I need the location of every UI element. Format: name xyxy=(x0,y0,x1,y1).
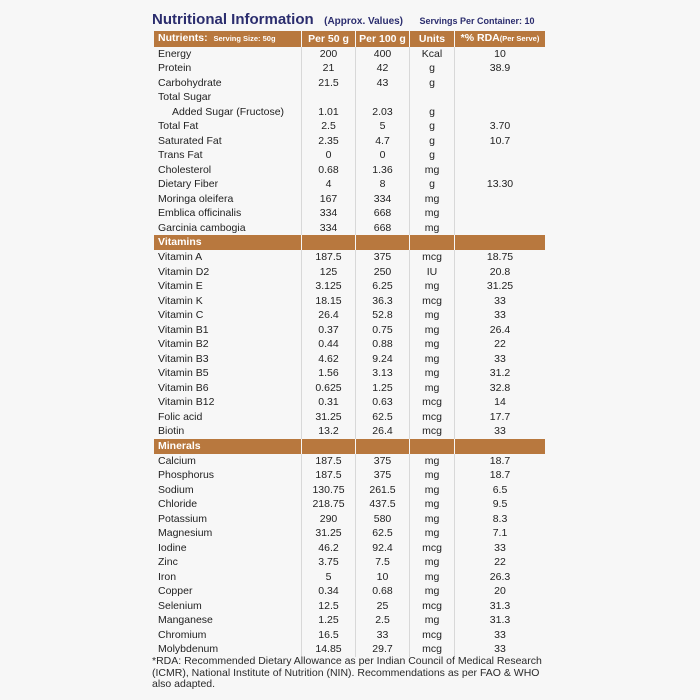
table-row xyxy=(154,628,545,643)
cell-unit: mcg xyxy=(410,250,455,265)
cell-unit xyxy=(410,90,455,105)
table-row xyxy=(154,584,545,599)
cell-per100: 62.5 xyxy=(356,526,410,541)
cell-rda: 8.3 xyxy=(455,512,546,527)
cell-rda: 26.3 xyxy=(455,570,546,585)
cell-rda: 18.75 xyxy=(455,250,546,265)
cell-per50: 16.5 xyxy=(302,628,356,643)
cell-name: Copper xyxy=(158,585,193,597)
cell-name: Magnesium xyxy=(158,527,213,539)
section-cell xyxy=(356,439,410,454)
cell-unit: mcg xyxy=(410,541,455,556)
cell-unit: mg xyxy=(410,308,455,323)
cell-rda: 32.8 xyxy=(455,381,546,396)
cell-name: Vitamin B3 xyxy=(158,352,209,365)
cell-rda: 3.70 xyxy=(455,119,546,134)
table-row xyxy=(154,395,545,410)
cell-per50: 125 xyxy=(302,265,356,280)
cell-per50: 334 xyxy=(302,206,356,221)
cell-per100: 0.63 xyxy=(356,395,410,410)
cell-name: Saturated Fat xyxy=(158,134,222,147)
cell-name: Energy xyxy=(158,47,192,60)
cell-rda: 6.5 xyxy=(455,483,546,498)
table-row xyxy=(154,47,545,62)
table-row xyxy=(154,265,545,280)
table-row xyxy=(154,76,545,91)
servings-per-container: Servings Per Container: 10 xyxy=(419,16,535,26)
table-row xyxy=(154,541,545,556)
table-row xyxy=(154,134,545,149)
cell-per100: 2.5 xyxy=(356,613,410,628)
cell-unit: mcg xyxy=(410,410,455,425)
cell-per100: 9.24 xyxy=(356,352,410,367)
rda-label: *% RDA xyxy=(460,32,500,44)
cell-unit: mcg xyxy=(410,294,455,309)
cell-rda: 10.7 xyxy=(455,134,546,149)
cell-unit: mg xyxy=(410,381,455,396)
cell-name: Biotin xyxy=(158,425,185,437)
cell-rda: 10 xyxy=(455,47,546,62)
table-row xyxy=(154,454,545,469)
table-row xyxy=(154,337,545,352)
cell-name: Molybdenum xyxy=(158,643,219,655)
cell-per50: 0.37 xyxy=(302,323,356,338)
approx-values-note: (Approx. Values) xyxy=(324,16,404,27)
serving-size-label: Serving Size: 50g xyxy=(213,34,276,43)
cell-name: Trans Fat xyxy=(158,149,203,161)
minerals-section-header xyxy=(154,439,545,454)
cell-name: Vitamin A xyxy=(158,251,203,263)
cell-per100: 375 xyxy=(356,468,410,483)
cell-per50: 31.25 xyxy=(302,410,356,425)
table-row xyxy=(154,468,545,483)
cell-rda: 33 xyxy=(455,642,546,657)
cell-per50: 1.01 xyxy=(302,105,356,120)
cell-unit: mcg xyxy=(410,642,455,657)
cell-per100: 43 xyxy=(356,76,410,91)
per-50g-header: Per 50 g xyxy=(302,31,356,47)
cell-per100: 29.7 xyxy=(356,642,410,657)
cell-name: Protein xyxy=(158,62,192,74)
cell-per100: 62.5 xyxy=(356,410,410,425)
nutrients-label: Nutrients: xyxy=(158,32,208,44)
section-cell xyxy=(302,235,356,250)
cell-per50: 0.625 xyxy=(302,381,356,396)
cell-rda xyxy=(455,163,546,178)
table-row xyxy=(154,61,545,76)
table-row xyxy=(154,250,545,265)
cell-rda: 7.1 xyxy=(455,526,546,541)
cell-rda xyxy=(455,221,546,236)
cell-name: Sodium xyxy=(158,483,194,496)
cell-unit: mg xyxy=(410,512,455,527)
cell-unit: mg xyxy=(410,279,455,294)
table-row xyxy=(154,148,545,163)
table-row xyxy=(154,366,545,381)
rda-per-serve-label: (Per Serve) xyxy=(499,34,540,43)
cell-rda: 33 xyxy=(455,541,546,556)
rda-header xyxy=(455,31,546,47)
cell-unit: mg xyxy=(410,555,455,570)
cell-rda: 20.8 xyxy=(455,265,546,280)
cell-unit: mg xyxy=(410,192,455,207)
section-cell xyxy=(455,439,546,454)
cell-name: Moringa oleifera xyxy=(158,192,234,205)
cell-rda: 14 xyxy=(455,395,546,410)
cell-per50: 13.2 xyxy=(302,424,356,439)
section-label: Minerals xyxy=(154,439,302,454)
table-row xyxy=(154,497,545,512)
cell-per100: 5 xyxy=(356,119,410,134)
table-row xyxy=(154,279,545,294)
cell-name: Iodine xyxy=(158,541,187,554)
cell-per50: 31.25 xyxy=(302,526,356,541)
table-row xyxy=(154,308,545,323)
cell-rda: 13.30 xyxy=(455,177,546,192)
cell-name: Vitamin B12 xyxy=(158,396,215,408)
cell-per50: 334 xyxy=(302,221,356,236)
table-row xyxy=(154,526,545,541)
cell-per100: 8 xyxy=(356,177,410,192)
cell-per100: 1.36 xyxy=(356,163,410,178)
cell-per100: 26.4 xyxy=(356,424,410,439)
cell-per100: 0.88 xyxy=(356,337,410,352)
cell-rda xyxy=(455,148,546,163)
cell-rda: 20 xyxy=(455,584,546,599)
cell-per50: 4.62 xyxy=(302,352,356,367)
table-row xyxy=(154,177,545,192)
cell-per50: 0 xyxy=(302,148,356,163)
cell-per50: 218.75 xyxy=(302,497,356,512)
table-row xyxy=(154,613,545,628)
cell-unit: mg xyxy=(410,352,455,367)
cell-unit: g xyxy=(410,76,455,91)
cell-rda: 31.3 xyxy=(455,599,546,614)
nutrients-header xyxy=(154,31,302,47)
cell-per50: 0.34 xyxy=(302,584,356,599)
table-row xyxy=(154,512,545,527)
cell-unit: mg xyxy=(410,323,455,338)
cell-rda: 17.7 xyxy=(455,410,546,425)
per-100g-header: Per 100 g xyxy=(356,31,410,47)
cell-per100: 25 xyxy=(356,599,410,614)
cell-per50: 12.5 xyxy=(302,599,356,614)
cell-per50: 21 xyxy=(302,61,356,76)
cell-per50: 0.44 xyxy=(302,337,356,352)
cell-per50: 200 xyxy=(302,47,356,62)
cell-unit: mg xyxy=(410,337,455,352)
table-row xyxy=(154,410,545,425)
cell-per100: 2.03 xyxy=(356,105,410,120)
table-row xyxy=(154,221,545,236)
table-row xyxy=(154,570,545,585)
cell-rda: 33 xyxy=(455,308,546,323)
table-row xyxy=(154,555,545,570)
table-row xyxy=(154,381,545,396)
cell-per50: 2.35 xyxy=(302,134,356,149)
cell-per100: 375 xyxy=(356,250,410,265)
cell-per50: 187.5 xyxy=(302,250,356,265)
cell-rda: 22 xyxy=(455,555,546,570)
cell-rda: 31.25 xyxy=(455,279,546,294)
table-header-row xyxy=(154,31,545,47)
cell-unit: mg xyxy=(410,526,455,541)
page-title: Nutritional Information xyxy=(152,11,314,28)
table-row xyxy=(154,424,545,439)
cell-per100: 52.8 xyxy=(356,308,410,323)
cell-per100: 33 xyxy=(356,628,410,643)
cell-rda: 31.3 xyxy=(455,613,546,628)
cell-name: Vitamin B1 xyxy=(158,323,209,336)
cell-name: Vitamin B2 xyxy=(158,338,209,350)
cell-rda: 33 xyxy=(455,294,546,309)
units-header: Units xyxy=(410,31,455,47)
section-label: Vitamins xyxy=(154,235,302,250)
cell-unit: g xyxy=(410,61,455,76)
cell-per50: 0.68 xyxy=(302,163,356,178)
cell-per100: 400 xyxy=(356,47,410,62)
cell-per50: 187.5 xyxy=(302,468,356,483)
cell-name: Iron xyxy=(158,570,177,583)
cell-per50: 1.56 xyxy=(302,366,356,381)
cell-unit: mg xyxy=(410,468,455,483)
cell-name: Total Fat xyxy=(158,120,199,132)
cell-name: Phosphorus xyxy=(158,469,215,481)
cell-per100: 0.68 xyxy=(356,584,410,599)
cell-per100: 10 xyxy=(356,570,410,585)
section-cell xyxy=(302,439,356,454)
cell-per50: 167 xyxy=(302,192,356,207)
cell-unit: mcg xyxy=(410,599,455,614)
cell-per100: 3.13 xyxy=(356,366,410,381)
cell-rda: 9.5 xyxy=(455,497,546,512)
table-row xyxy=(154,163,545,178)
cell-per50: 14.85 xyxy=(302,642,356,657)
cell-unit: g xyxy=(410,105,455,120)
cell-per100 xyxy=(356,90,410,105)
cell-rda: 18.7 xyxy=(455,468,546,483)
cell-unit: mcg xyxy=(410,395,455,410)
cell-name: Potassium xyxy=(158,512,208,525)
nutrition-table xyxy=(154,31,545,657)
cell-name: Vitamin B5 xyxy=(158,367,209,379)
cell-name: Garcinia cambogia xyxy=(158,221,246,234)
cell-per50: 46.2 xyxy=(302,541,356,556)
cell-name: Emblica officinalis xyxy=(158,207,242,219)
section-cell xyxy=(356,235,410,250)
cell-name: Calcium xyxy=(158,454,196,467)
vitamins-section-header xyxy=(154,235,545,250)
cell-unit: mcg xyxy=(410,628,455,643)
table-row xyxy=(154,105,545,120)
table-row xyxy=(154,119,545,134)
cell-per50: 18.15 xyxy=(302,294,356,309)
cell-per50: 3.75 xyxy=(302,555,356,570)
cell-per50: 1.25 xyxy=(302,613,356,628)
cell-unit: mg xyxy=(410,613,455,628)
cell-name: Vitamin K xyxy=(158,294,203,307)
cell-name: Dietary Fiber xyxy=(158,178,219,190)
table-row xyxy=(154,352,545,367)
cell-name: Chromium xyxy=(158,628,207,641)
table-row xyxy=(154,90,545,105)
cell-unit: mg xyxy=(410,221,455,236)
cell-rda: 26.4 xyxy=(455,323,546,338)
cell-per100: 6.25 xyxy=(356,279,410,294)
cell-unit: mg xyxy=(410,454,455,469)
cell-per100: 0.75 xyxy=(356,323,410,338)
cell-per50: 21.5 xyxy=(302,76,356,91)
cell-per100: 0 xyxy=(356,148,410,163)
cell-name: Vitamin E xyxy=(158,280,203,292)
cell-unit: mg xyxy=(410,366,455,381)
cell-rda: 33 xyxy=(455,424,546,439)
cell-rda: 18.7 xyxy=(455,454,546,469)
cell-name: Total Sugar xyxy=(158,91,212,103)
cell-per100: 4.7 xyxy=(356,134,410,149)
cell-rda: 33 xyxy=(455,352,546,367)
cell-per50: 5 xyxy=(302,570,356,585)
cell-per100: 668 xyxy=(356,221,410,236)
cell-per100: 1.25 xyxy=(356,381,410,396)
cell-name: Folic acid xyxy=(158,410,203,423)
cell-per100: 36.3 xyxy=(356,294,410,309)
cell-per50: 2.5 xyxy=(302,119,356,134)
cell-per50: 4 xyxy=(302,177,356,192)
rda-footnote: *RDA: Recommended Dietary Allowance as per Indian Council of Medical Research (ICMR), National Institute of Nutrition (NIN). Recommendations as per FAO & WHO also adapted. xyxy=(152,655,542,690)
cell-per50: 3.125 xyxy=(302,279,356,294)
cell-unit: g xyxy=(410,134,455,149)
cell-per50: 290 xyxy=(302,512,356,527)
table-row xyxy=(154,294,545,309)
cell-name: Added Sugar (Fructose) xyxy=(172,105,285,118)
cell-unit: mg xyxy=(410,570,455,585)
cell-per50: 0.31 xyxy=(302,395,356,410)
cell-per100: 668 xyxy=(356,206,410,221)
cell-per50 xyxy=(302,90,356,105)
header xyxy=(152,11,535,29)
cell-rda xyxy=(455,192,546,207)
cell-per100: 250 xyxy=(356,265,410,280)
cell-name: Manganese xyxy=(158,614,213,626)
cell-name: Carbohydrate xyxy=(158,76,222,89)
cell-per100: 261.5 xyxy=(356,483,410,498)
cell-rda: 33 xyxy=(455,628,546,643)
cell-unit: g xyxy=(410,177,455,192)
cell-rda xyxy=(455,105,546,120)
table-row xyxy=(154,192,545,207)
cell-per100: 580 xyxy=(356,512,410,527)
cell-per50: 26.4 xyxy=(302,308,356,323)
section-cell xyxy=(410,439,455,454)
table-row xyxy=(154,483,545,498)
cell-unit: mg xyxy=(410,206,455,221)
cell-per50: 187.5 xyxy=(302,454,356,469)
section-cell xyxy=(410,235,455,250)
cell-unit: mcg xyxy=(410,424,455,439)
cell-per100: 42 xyxy=(356,61,410,76)
cell-unit: g xyxy=(410,148,455,163)
cell-unit: g xyxy=(410,119,455,134)
cell-name: Selenium xyxy=(158,599,202,612)
cell-name: Vitamin D2 xyxy=(158,265,210,278)
cell-rda: 31.2 xyxy=(455,366,546,381)
cell-unit: mg xyxy=(410,483,455,498)
cell-per100: 375 xyxy=(356,454,410,469)
section-cell xyxy=(455,235,546,250)
cell-per100: 334 xyxy=(356,192,410,207)
cell-per100: 92.4 xyxy=(356,541,410,556)
cell-unit: mg xyxy=(410,584,455,599)
cell-rda: 38.9 xyxy=(455,61,546,76)
cell-name: Vitamin B6 xyxy=(158,381,209,394)
cell-rda: 22 xyxy=(455,337,546,352)
cell-per50: 130.75 xyxy=(302,483,356,498)
cell-unit: Kcal xyxy=(410,47,455,62)
cell-unit: IU xyxy=(410,265,455,280)
table-row xyxy=(154,323,545,338)
cell-unit: mg xyxy=(410,163,455,178)
table-row xyxy=(154,599,545,614)
cell-rda xyxy=(455,90,546,105)
cell-name: Chloride xyxy=(158,498,198,510)
cell-rda xyxy=(455,76,546,91)
cell-per100: 7.5 xyxy=(356,555,410,570)
cell-name: Cholesterol xyxy=(158,163,212,176)
cell-rda xyxy=(455,206,546,221)
cell-per100: 437.5 xyxy=(356,497,410,512)
cell-unit: mg xyxy=(410,497,455,512)
cell-name: Vitamin C xyxy=(158,309,204,321)
table-row xyxy=(154,206,545,221)
cell-name: Zinc xyxy=(158,556,178,568)
